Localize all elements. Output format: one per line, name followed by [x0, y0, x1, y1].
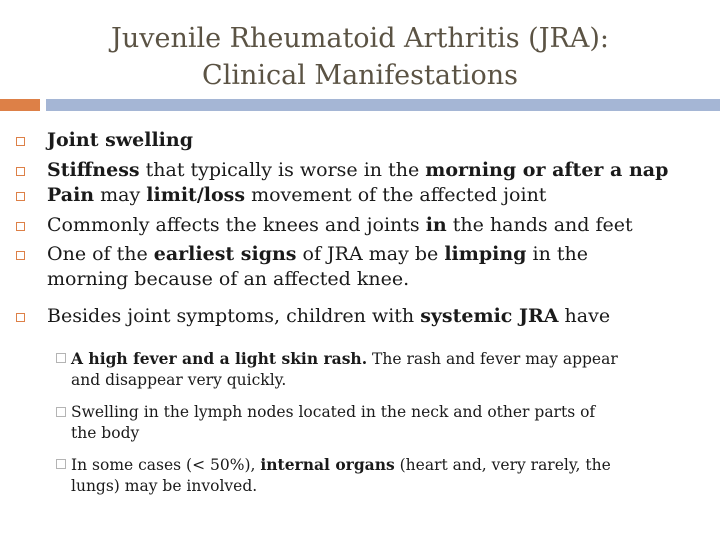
square-subbullet-icon	[56, 353, 66, 363]
square-bullet-icon	[16, 192, 25, 201]
square-subbullet-icon	[56, 407, 66, 417]
text-run: of JRA may be	[296, 243, 445, 265]
text-line	[47, 128, 193, 153]
title-divider-accent	[0, 99, 40, 111]
bullet-item-text	[47, 304, 610, 329]
text-line	[47, 304, 610, 329]
text-line	[47, 242, 588, 267]
bold-text: Stiffness	[47, 159, 140, 181]
text-line	[47, 267, 588, 292]
bold-text: limit/loss	[146, 184, 246, 206]
square-bullet-icon	[16, 251, 25, 260]
text-line	[71, 423, 595, 444]
bullet-item-text	[47, 213, 633, 238]
bold-text: A high fever and a light skin rash.	[71, 349, 368, 368]
bold-text: in	[425, 214, 447, 236]
text-run: Swelling in the lymph nodes located in the neck and other parts of	[71, 403, 596, 421]
square-subbullet-icon	[56, 459, 66, 469]
text-line	[71, 454, 611, 476]
bold-text: earliest signs	[153, 243, 297, 265]
sub-bullet-item-text	[71, 454, 611, 497]
text-line	[71, 476, 611, 497]
text-run: Besides joint symptoms, children with	[47, 305, 421, 327]
sub-bullet-item-text	[71, 402, 595, 444]
text-run: in the	[526, 243, 588, 265]
text-run: lungs) may be involved.	[71, 477, 258, 495]
text-run: have	[558, 305, 611, 327]
square-bullet-icon	[16, 313, 25, 322]
bullet-item-text	[47, 158, 668, 183]
text-line	[71, 402, 595, 423]
title-line-2: Clinical Manifestations	[202, 60, 518, 91]
bullet-item-text	[47, 128, 193, 153]
bullet-item-text	[47, 183, 546, 208]
bold-text: systemic JRA	[420, 305, 559, 327]
bold-text: Pain	[47, 184, 95, 206]
text-line	[47, 183, 546, 208]
bold-text: morning or after a nap	[425, 159, 669, 181]
text-run: the hands and feet	[446, 214, 633, 236]
text-run: The rash and fever may appear	[367, 350, 618, 368]
bullet-item-text	[47, 242, 588, 292]
square-bullet-icon	[16, 222, 25, 231]
text-run: the body	[71, 424, 140, 442]
title-divider-bar	[46, 99, 720, 111]
text-run: In some cases (< 50%),	[71, 456, 261, 474]
text-line	[47, 213, 633, 238]
text-run: Commonly affects the knees and joints	[47, 214, 426, 236]
bold-text: internal organs	[260, 455, 395, 474]
square-bullet-icon	[16, 167, 25, 176]
text-run: morning because of an affected knee.	[47, 268, 410, 290]
text-run: and disappear very quickly.	[71, 371, 287, 389]
text-line	[71, 370, 618, 391]
text-line	[47, 158, 668, 183]
slide-title	[0, 20, 720, 94]
text-run: that typically is worse in the	[139, 159, 426, 181]
text-line	[71, 348, 618, 370]
sub-bullet-item-text	[71, 348, 618, 391]
text-run: may	[94, 184, 147, 206]
text-run: One of the	[47, 243, 154, 265]
square-bullet-icon	[16, 137, 25, 146]
bold-text: limping	[444, 243, 527, 265]
text-run: (heart and, very rarely, the	[394, 456, 611, 474]
text-run: movement of the affected joint	[245, 184, 547, 206]
bold-text: Joint swelling	[47, 129, 193, 151]
title-line-1: Juvenile Rheumatoid Arthritis (JRA):	[111, 23, 609, 54]
